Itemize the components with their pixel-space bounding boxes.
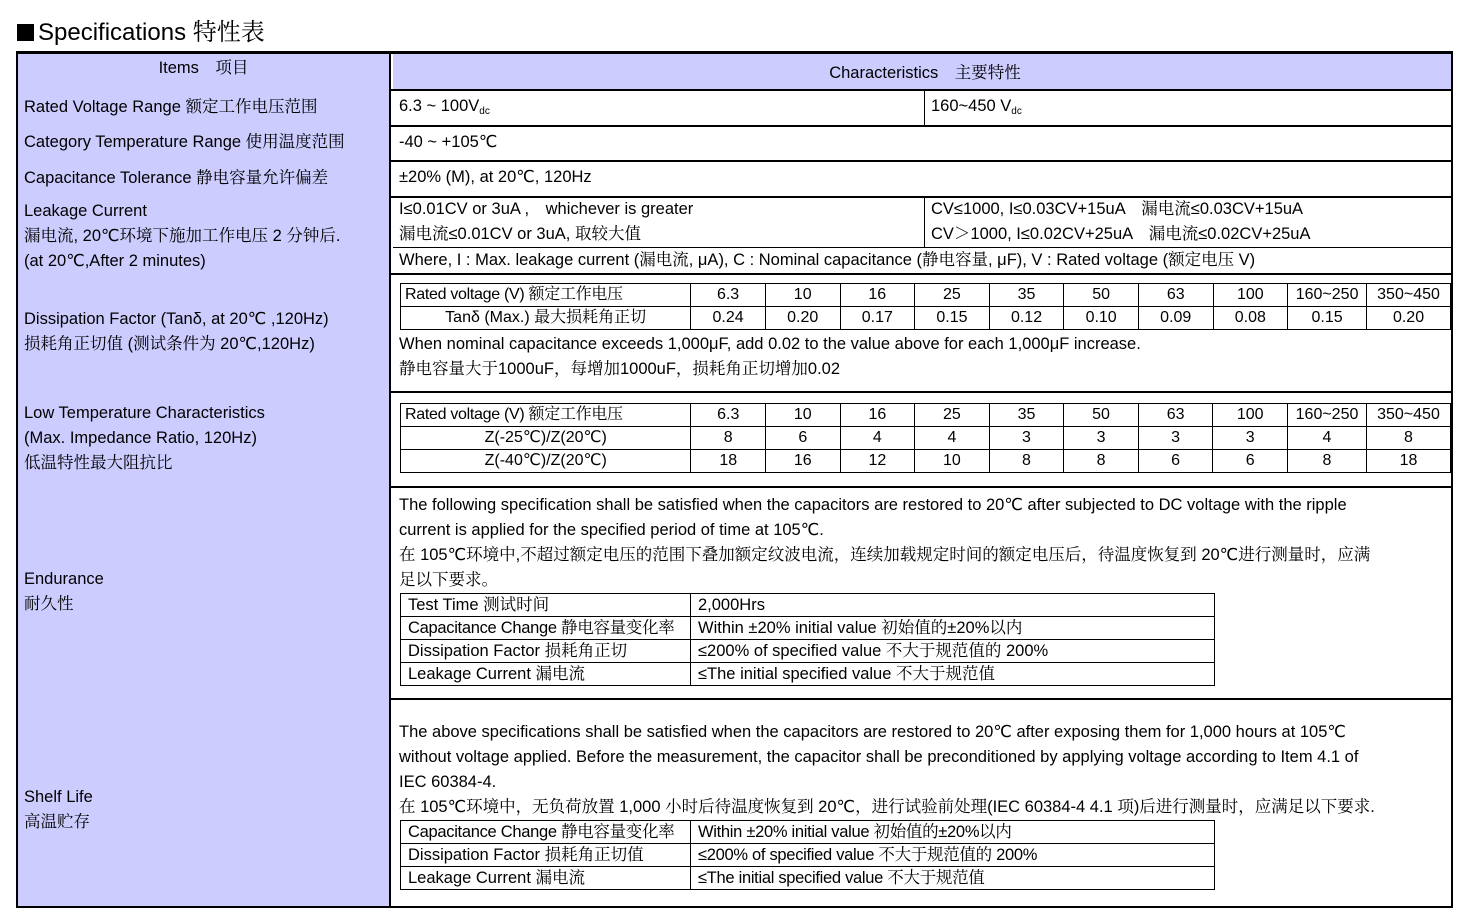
- impedance-cell: 8: [1288, 450, 1367, 473]
- endurance-values: [393, 486, 1451, 698]
- impedance-cell: 6: [1213, 450, 1288, 473]
- shelf-life-text-line: The above specifications shall be satisfied when the capacitors are restored to 20℃ after exposing them for 1,000 hours at 105℃: [399, 723, 1346, 741]
- impedance-cell: 3: [1064, 427, 1139, 450]
- low-temp-label-cell: [18, 391, 391, 486]
- voltage-cell: 6.3: [691, 284, 766, 307]
- endurance-item: Test Time 测试时间: [401, 594, 691, 617]
- shelf-life-label-cell: [18, 698, 391, 906]
- impedance-cell: 8: [989, 450, 1064, 473]
- tan-delta-cell: 0.24: [691, 307, 766, 330]
- cap-tolerance-row: [18, 160, 1451, 198]
- leakage-label-condition: (at 20℃,After 2 minutes): [24, 252, 206, 270]
- voltage-cell: 50: [1064, 404, 1139, 427]
- endurance-text-line: current is applied for the specified period of time at 105℃.: [399, 521, 824, 539]
- impedance-cell: 16: [766, 450, 841, 473]
- impedance-ratio-label: Z(-25℃)/Z(20℃): [401, 427, 691, 450]
- shelf-life-text-line: IEC 60384-4.: [399, 773, 497, 791]
- shelf-life-text: [399, 720, 1375, 820]
- leakage-label-en: Leakage Current: [24, 202, 147, 220]
- voltage-cell: 350~450: [1367, 284, 1451, 307]
- characteristics-header-label: Characteristics 主要特性: [829, 64, 1021, 82]
- rated-voltage-high-unit: dc: [1011, 106, 1022, 117]
- cap-tolerance-label-cell: [18, 160, 391, 196]
- table-row: [401, 867, 1215, 890]
- voltage-cell: 63: [1138, 404, 1213, 427]
- tan-delta-cell: 0.20: [1367, 307, 1451, 330]
- rated-voltage-header: Rated voltage (V) 额定工作电压: [401, 284, 691, 307]
- impedance-ratio-label: Z(-40℃)/Z(20℃): [401, 450, 691, 473]
- cap-tolerance-value-cell: [393, 160, 1451, 196]
- dissipation-note-en: When nominal capacitance exceeds 1,000μF, add 0.02 to the value above for each 1,000μF increase.: [399, 335, 1141, 353]
- items-header-label: Items 项目: [158, 59, 249, 77]
- dissipation-label-cn: 损耗角正切值 (测试条件为 20℃,120Hz): [24, 335, 315, 353]
- voltage-cell: 25: [915, 284, 990, 307]
- shelf-life-item: Leakage Current 漏电流: [401, 867, 691, 890]
- rated-voltage-low-unit: dc: [479, 106, 490, 117]
- shelf-life-table: [400, 820, 1215, 890]
- shelf-life-text-line: without voltage applied. Before the measurement, the capacitor shall be preconditioned by applying voltage according to Item 4.1 of: [399, 748, 1359, 766]
- dissipation-label-cell: [18, 273, 391, 391]
- leakage-note: Where, I : Max. leakage current (漏电流, μA), C : Nominal capacitance (静电容量, μF), V : Rated voltage (额定电压 V): [399, 251, 1256, 269]
- voltage-cell: 10: [765, 284, 840, 307]
- cap-tolerance-value: ±20% (M), at 20℃, 120Hz: [399, 168, 592, 186]
- tan-delta-cell: 0.15: [1288, 307, 1367, 330]
- tan-delta-cell: 0.12: [989, 307, 1064, 330]
- tan-delta-header: Tanδ (Max.) 最大损耗角正切: [401, 307, 691, 330]
- tan-delta-cell: 0.20: [765, 307, 840, 330]
- table-row: [401, 307, 1451, 330]
- leakage-right-high: CV＞1000, I≤0.02CV+25uA 漏电流≤0.02CV+25uA: [931, 225, 1311, 243]
- leakage-row: [18, 196, 1451, 275]
- characteristics-header: [393, 54, 1451, 89]
- rated-voltage-row: [18, 89, 1451, 127]
- table-row: [401, 427, 1451, 450]
- leakage-right: [931, 197, 1311, 247]
- items-header: [18, 54, 391, 89]
- rated-voltage-high: [931, 94, 1022, 124]
- header-row: [18, 54, 1451, 91]
- endurance-row: [18, 486, 1451, 700]
- impedance-cell: 4: [1288, 427, 1367, 450]
- shelf-life-row: [18, 698, 1451, 906]
- voltage-cell: 100: [1213, 404, 1288, 427]
- impedance-cell: 8: [691, 427, 766, 450]
- shelf-life-label-en: Shelf Life: [24, 788, 93, 806]
- endurance-table: [400, 593, 1215, 686]
- voltage-cell: 10: [766, 404, 841, 427]
- impedance-cell: 18: [1366, 450, 1450, 473]
- category-temp-label: Category Temperature Range 使用温度范围: [24, 133, 345, 151]
- impedance-cell: 3: [1213, 427, 1288, 450]
- low-temp-values: [393, 391, 1451, 486]
- leakage-values: [393, 196, 1451, 273]
- shelf-life-text-line: 在 105℃环境中，无负荷放置 1,000 小时后待温度恢复到 20℃，进行试验前处理(IEC 60384-4 4.1 项)后进行测量时，应满足以下要求.: [399, 798, 1375, 816]
- rated-voltage-label: Rated Voltage Range 额定工作电压范围: [24, 97, 318, 116]
- title-cn: 特性表: [192, 19, 265, 46]
- leakage-label-cell: [18, 196, 391, 273]
- rated-voltage-values: [393, 89, 1451, 125]
- voltage-cell: 16: [840, 284, 915, 307]
- table-row: [401, 640, 1215, 663]
- voltage-cell: 160~250: [1288, 284, 1367, 307]
- dissipation-table: [400, 283, 1451, 330]
- impedance-cell: 4: [840, 427, 915, 450]
- leakage-label-cn: 漏电流, 20℃环境下施加工作电压 2 分钟后.: [24, 227, 341, 245]
- spec-table: [16, 51, 1453, 908]
- impedance-cell: 3: [989, 427, 1064, 450]
- voltage-cell: 25: [915, 404, 990, 427]
- voltage-cell: 6.3: [691, 404, 766, 427]
- rated-voltage-label-cell: [18, 89, 391, 125]
- category-temp-label-cell: [18, 125, 391, 160]
- category-temp-row: [18, 125, 1451, 162]
- voltage-cell: 35: [989, 404, 1064, 427]
- table-row: [401, 821, 1215, 844]
- dissipation-label-en: Dissipation Factor (Tanδ, at 20℃ ,120Hz): [24, 310, 329, 328]
- dissipation-values: [393, 273, 1451, 391]
- impedance-cell: 18: [691, 450, 766, 473]
- voltage-cell: 35: [989, 284, 1064, 307]
- endurance-text-line: 在 105℃环境中,不超过额定电压的范围下叠加额定纹波电流，连续加载规定时间的额定电压后，待温度恢复到 20℃进行测量时，应满: [399, 546, 1371, 564]
- endurance-requirement: ≤200% of specified value 不大于规范值的 200%: [691, 640, 1215, 663]
- page-title: [17, 18, 265, 48]
- shelf-life-label-cn: 高温贮存: [24, 813, 90, 831]
- voltage-cell: 100: [1213, 284, 1288, 307]
- rated-voltage-low-value: 6.3 ~ 100V: [399, 97, 480, 115]
- dissipation-note-cn: 静电容量大于1000uF，每增加1000uF，损耗角正切增加0.02: [399, 360, 841, 378]
- leakage-right-low: CV≤1000, I≤0.03CV+15uA 漏电流≤0.03CV+15uA: [931, 200, 1304, 218]
- low-temp-row: [18, 391, 1451, 488]
- tan-delta-cell: 0.08: [1213, 307, 1288, 330]
- endurance-text-line: The following specification shall be satisfied when the capacitors are restored to 20℃ after subjected to DC voltage with the ripple: [399, 496, 1347, 514]
- square-bullet-icon: [17, 24, 34, 41]
- shelf-life-values: [393, 698, 1451, 906]
- table-row: [401, 844, 1215, 867]
- endurance-label-cell: [18, 486, 391, 698]
- rated-voltage-header: Rated voltage (V) 额定工作电压: [401, 404, 691, 427]
- low-temp-label-sub: (Max. Impedance Ratio, 120Hz): [24, 429, 257, 447]
- low-temp-table: [400, 403, 1451, 473]
- shelf-life-item: Capacitance Change 静电容量变化率: [401, 821, 691, 844]
- endurance-label-en: Endurance: [24, 570, 104, 588]
- impedance-cell: 4: [915, 427, 990, 450]
- table-row: [401, 617, 1215, 640]
- endurance-requirement: 2,000Hrs: [691, 594, 1215, 617]
- impedance-cell: 10: [915, 450, 990, 473]
- shelf-life-requirement: Within ±20% initial value 初始值的±20%以内: [691, 821, 1215, 844]
- table-row: [401, 450, 1451, 473]
- endurance-label-cn: 耐久性: [24, 595, 74, 613]
- column-divider: [924, 196, 925, 248]
- category-temp-value: -40 ~ +105℃: [399, 133, 498, 151]
- impedance-cell: 6: [1138, 450, 1213, 473]
- shelf-life-requirement: ≤The initial specified value 不大于规范值: [691, 867, 1215, 890]
- voltage-cell: 16: [840, 404, 915, 427]
- leakage-left-cn: 漏电流≤0.01CV or 3uA, 取较大值: [399, 225, 641, 243]
- rated-voltage-high-value: 160~450 V: [931, 97, 1012, 115]
- dissipation-row: [18, 273, 1451, 393]
- tan-delta-cell: 0.09: [1138, 307, 1213, 330]
- endurance-text: [399, 493, 1370, 593]
- voltage-cell: 160~250: [1288, 404, 1367, 427]
- low-temp-label-en: Low Temperature Characteristics: [24, 404, 265, 422]
- column-divider: [924, 89, 925, 125]
- tan-delta-cell: 0.17: [840, 307, 915, 330]
- endurance-text-line: 足以下要求。: [399, 571, 498, 589]
- impedance-cell: 3: [1138, 427, 1213, 450]
- impedance-cell: 6: [766, 427, 841, 450]
- table-row: [401, 404, 1451, 427]
- shelf-life-requirement: ≤200% of specified value 不大于规范值的 200%: [691, 844, 1215, 867]
- voltage-cell: 50: [1064, 284, 1139, 307]
- endurance-requirement: Within ±20% initial value 初始值的±20%以内: [691, 617, 1215, 640]
- table-row: [401, 284, 1451, 307]
- tan-delta-cell: 0.15: [915, 307, 990, 330]
- endurance-item: Capacitance Change 静电容量变化率: [401, 617, 691, 640]
- shelf-life-item: Dissipation Factor 损耗角正切值: [401, 844, 691, 867]
- leakage-left-en: I≤0.01CV or 3uA , whichever is greater: [399, 200, 694, 218]
- rated-voltage-low: [399, 94, 490, 124]
- voltage-cell: 63: [1138, 284, 1213, 307]
- endurance-item: Leakage Current 漏电流: [401, 663, 691, 686]
- table-row: [401, 663, 1215, 686]
- category-temp-value-cell: [393, 125, 1451, 160]
- voltage-cell: 350~450: [1366, 404, 1450, 427]
- endurance-requirement: ≤The initial specified value 不大于规范值: [691, 663, 1215, 686]
- endurance-item: Dissipation Factor 损耗角正切: [401, 640, 691, 663]
- tan-delta-cell: 0.10: [1064, 307, 1139, 330]
- table-row: [401, 594, 1215, 617]
- impedance-cell: 8: [1366, 427, 1450, 450]
- leakage-left: [399, 197, 693, 247]
- impedance-cell: 12: [840, 450, 915, 473]
- cap-tolerance-label: Capacitance Tolerance 静电容量允许偏差: [24, 168, 329, 187]
- low-temp-label-cn: 低温特性最大阻抗比: [24, 454, 173, 472]
- title-en: Specifications: [38, 19, 187, 46]
- impedance-cell: 8: [1064, 450, 1139, 473]
